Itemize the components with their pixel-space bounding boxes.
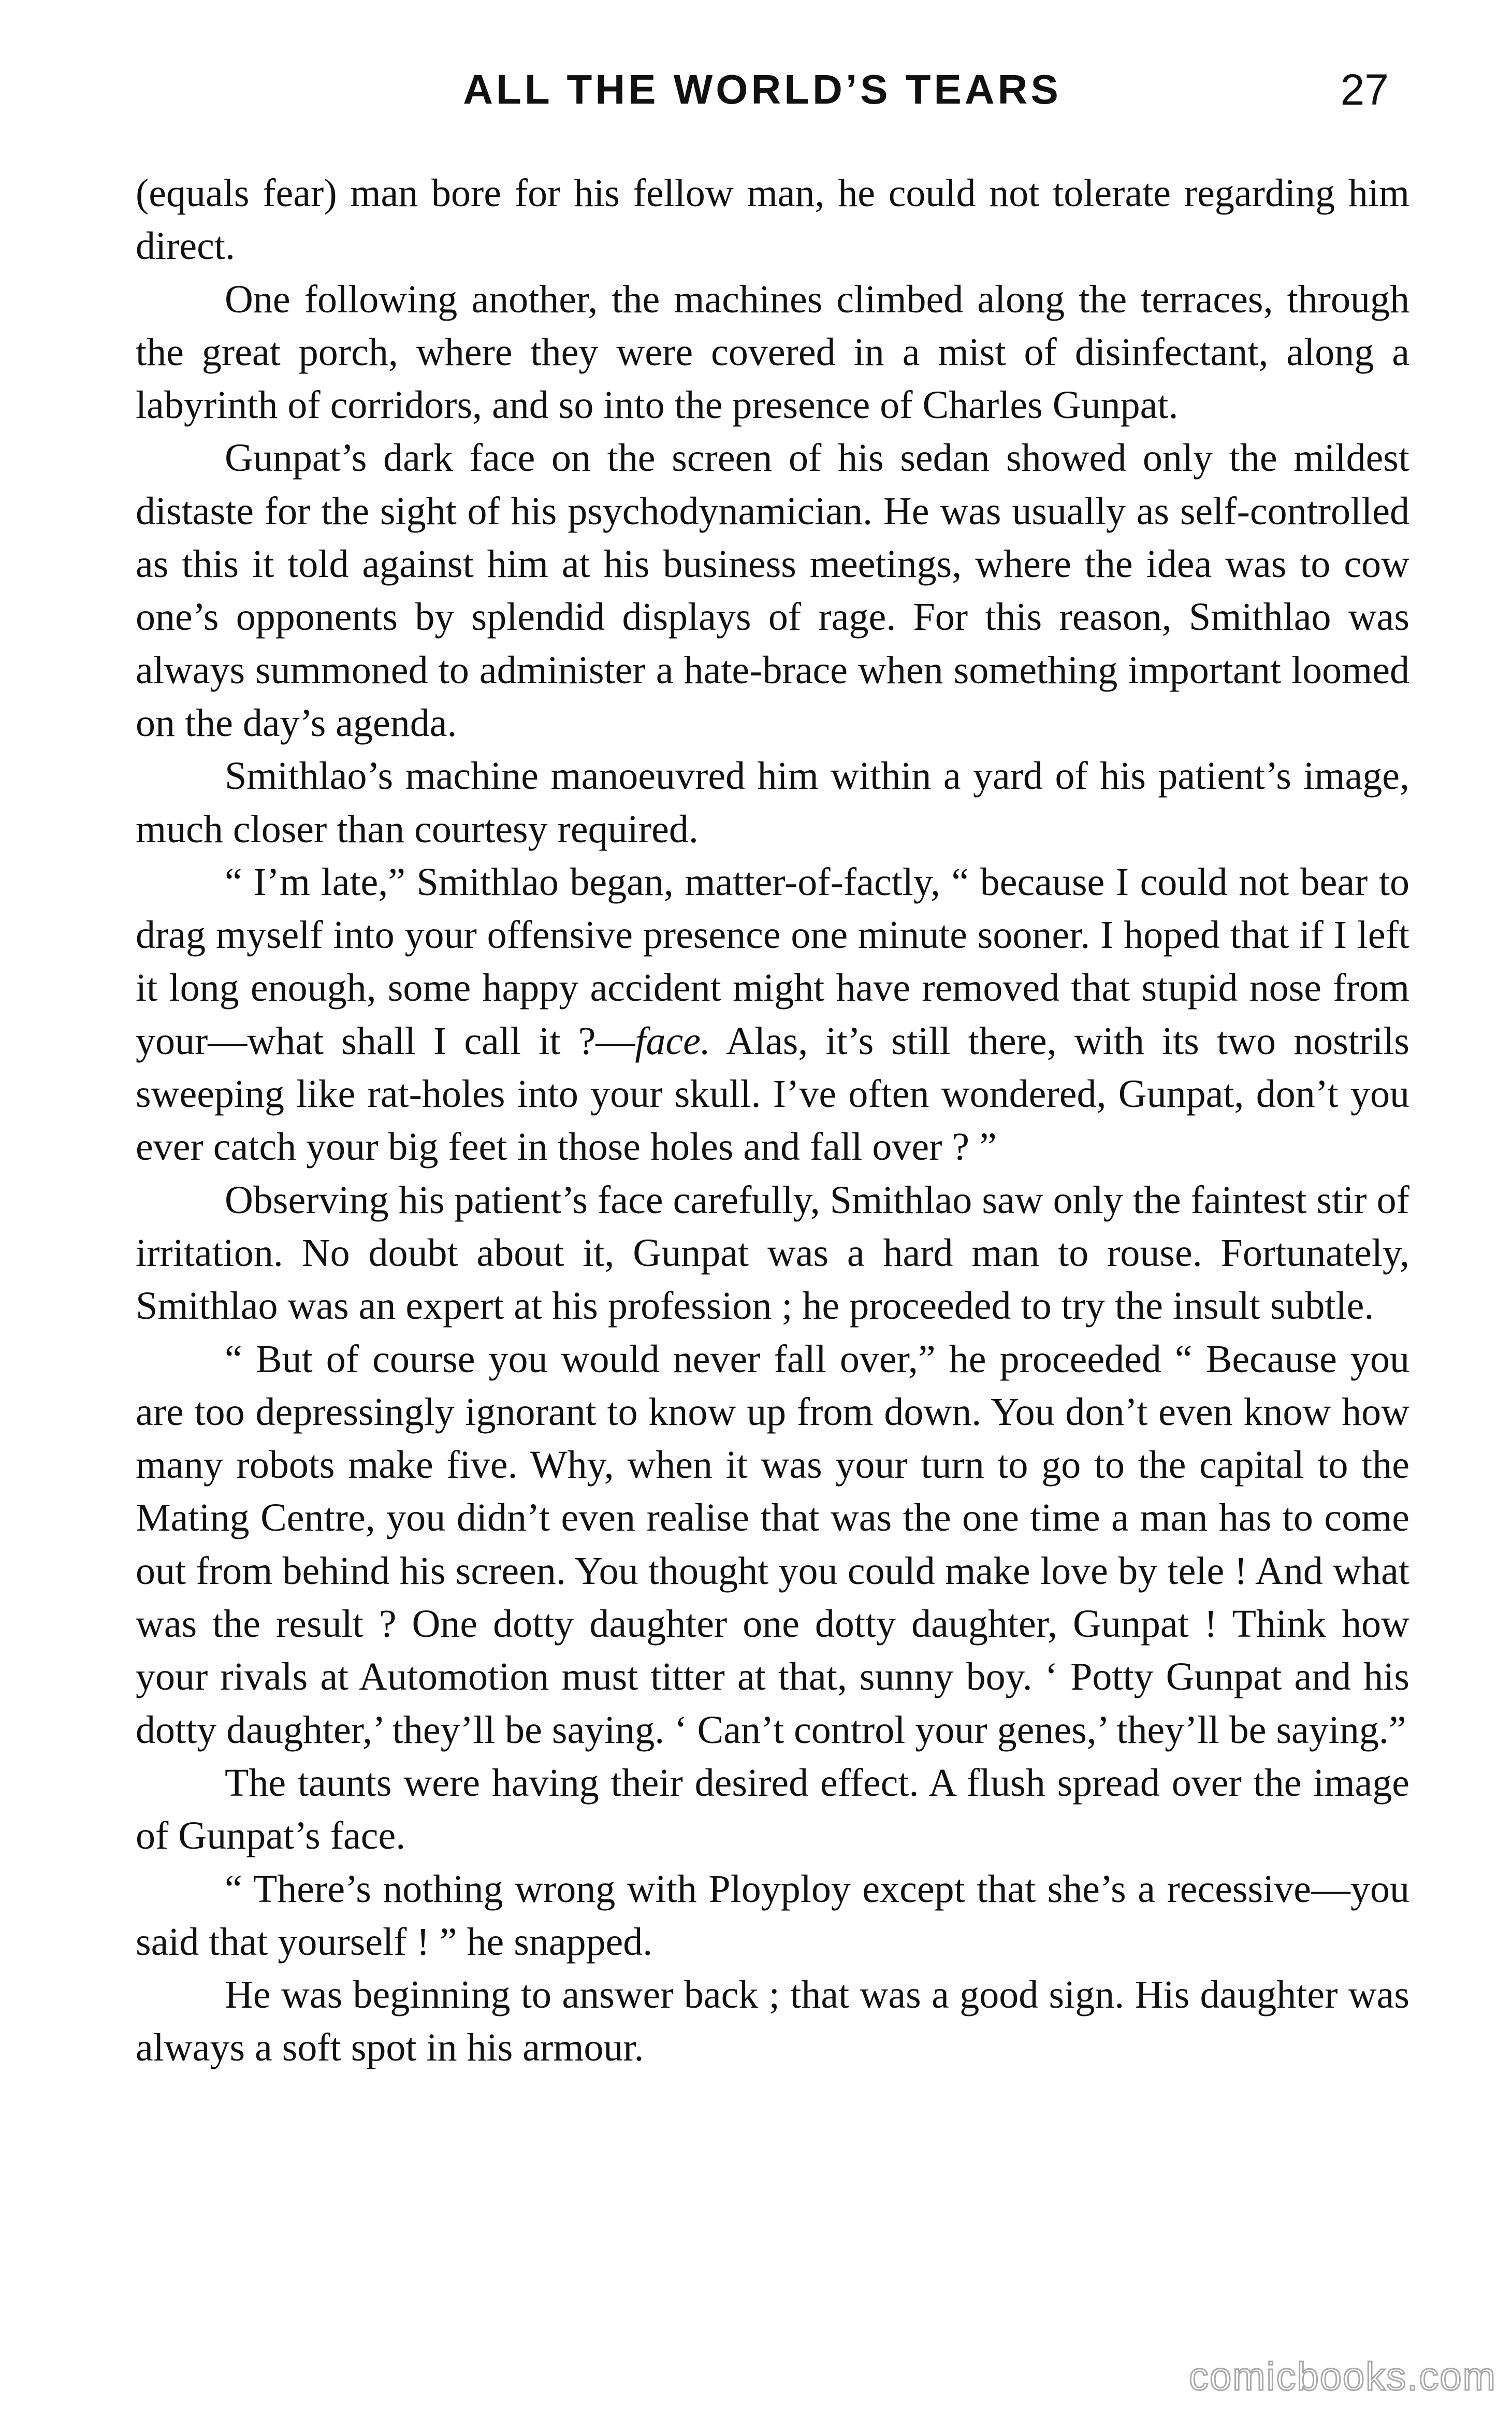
paragraph-8: The taunts were having their desired effect. A flush spread over the image of Gunpat’s face. xyxy=(136,1761,1409,1858)
paragraph-6: Observing his patient’s face carefully, Smithlao saw only the faintest stir of irritation. No doubt about it, Gunpat was a hard man to rouse. Fortunately, Smithlao was an expert at his profession ; he proceeded to try the insult subtle. xyxy=(136,1178,1409,1328)
paragraph-5-italic: face. xyxy=(635,1019,710,1063)
running-title: ALL THE WORLD’S TEARS xyxy=(463,66,1062,112)
paragraph-5-part-b: Alas, it’s still there, with its two nostrils sweeping like rat-holes into your skull. I’ve often wondered, Gunpat, don’t you ever catch your big feet in those holes and fall over ? ” xyxy=(136,1019,1410,1169)
paragraph-5 xyxy=(136,856,1409,1174)
body-text xyxy=(136,167,1409,2075)
paragraph-5-part-a: “ I’m late,” Smithlao began, matter-of-factly, “ because I could not bear to drag myself into your offensive presence one minute sooner. I hoped that if I left it long enough, some happy accident might have removed that stupid nose from your—what shall I call it ?— xyxy=(136,860,1409,1063)
paragraph-4: Smithlao’s machine manoeuvred him within a yard of his patient’s image, much closer than courtesy required. xyxy=(136,754,1409,851)
running-head xyxy=(136,61,1389,118)
paragraph-3: Gunpat’s dark face on the screen of his sedan showed only the mildest distaste for the sight of his psychodynamician. He was usually as self-controlled as this it told against him at his business meetings, where the idea was to cow one’s opponents by splendid displays of rage. For this reason, Smithlao was always summoned to administer a hate-brace when something important loomed on the day’s agenda. xyxy=(136,436,1409,745)
paragraph-9: “ There’s nothing wrong with Ployploy except that she’s a recessive—you said that yourself ! ” he snapped. xyxy=(136,1867,1409,1964)
watermark: comicbooks.com xyxy=(1189,2355,1496,2399)
page-number: 27 xyxy=(1340,65,1389,114)
paragraph-2: One following another, the machines climbed along the terraces, through the great porch, where they were covered in a mist of disinfectant, along a labyrinth of corridors, and so into the presence of Charles Gunpat. xyxy=(136,277,1409,427)
paragraph-1: (equals fear) man bore for his fellow man, he could not tolerate regarding him direct. xyxy=(136,171,1409,268)
paragraph-10: He was beginning to answer back ; that was a good sign. His daughter was always a soft spot in his armour. xyxy=(136,1973,1409,2070)
paragraph-7: “ But of course you would never fall over,” he proceeded “ Because you are too depressingly ignorant to know up from down. You don’t even know how many robots make five. Why, when it was your turn to go to the capital to the Mating Centre, you didn’t even realise that was the one time a man has to come out from behind his screen. You thought you could make love by tele ! And what was the result ? One dotty daughter one dotty daughter, Gunpat ! Think how your rivals at Automotion must titter at that, sunny boy. ‘ Potty Gunpat and his dotty daughter,’ they’ll be saying. ‘ Can’t control your genes,’ they’ll be saying.” xyxy=(136,1337,1409,1752)
